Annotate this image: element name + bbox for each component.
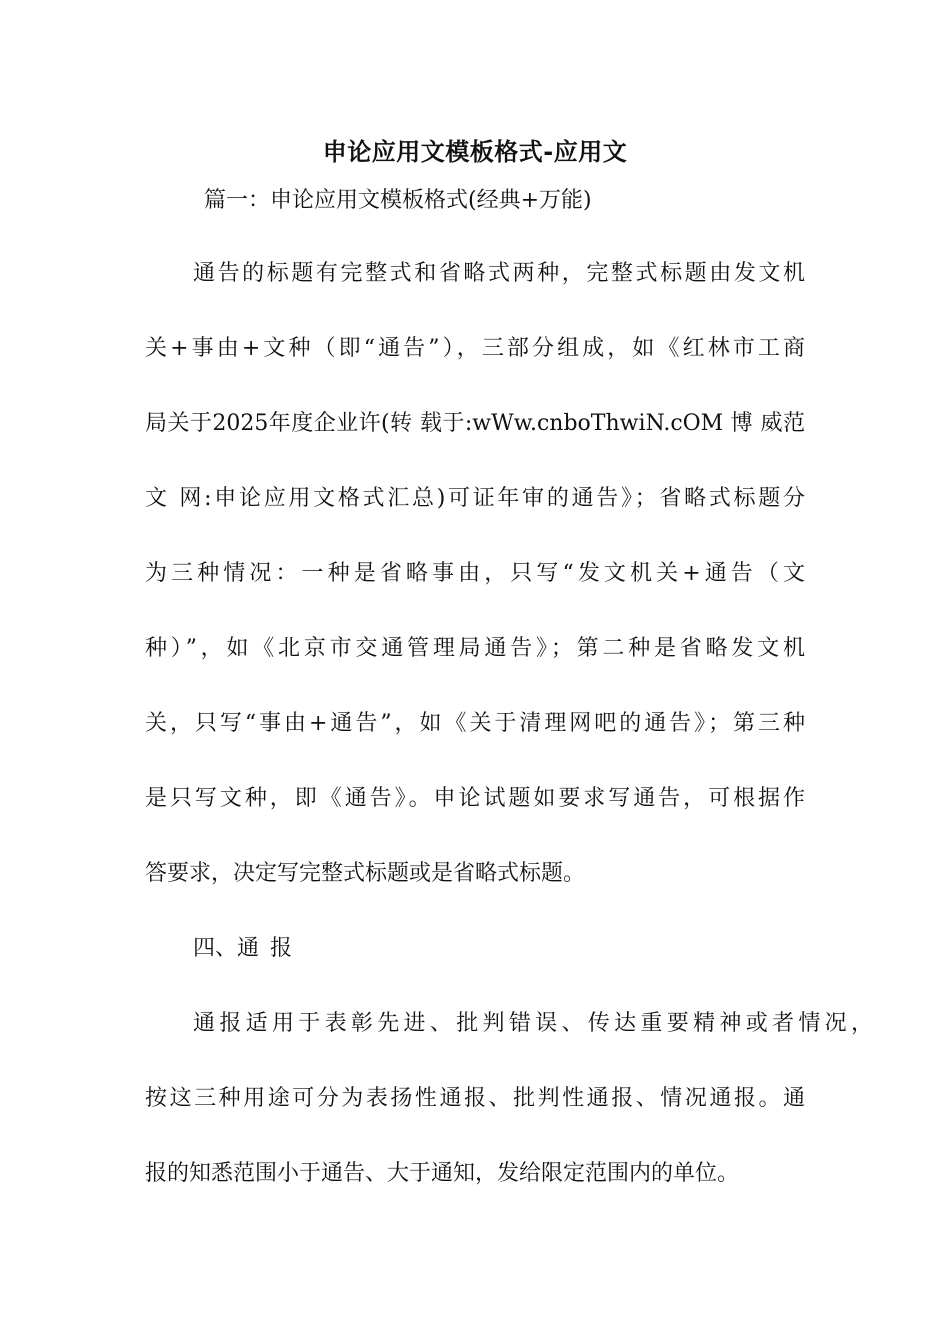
paragraph-line: 关，只写“事由+通告”，如《关于清理网吧的通告》；第三种 — [145, 711, 805, 736]
paragraph-line: 文 网:申论应用文格式汇总)可证年审的通告》；省略式标题分 — [145, 486, 805, 511]
paragraph-line: 通报适用于表彰先进、批判错误、传达重要精神或者情况， — [193, 1011, 873, 1036]
paragraph-line: 为三种情况：一种是省略事由，只写“发文机关+通告（文 — [145, 561, 805, 586]
paragraph-line: 是只写文种，即《通告》。申论试题如要求写通告，可根据作 — [145, 786, 805, 811]
paragraph-line: 通告的标题有完整式和省略式两种，完整式标题由发文机 — [193, 261, 805, 286]
paragraph-line: 种）”，如《北京市交通管理局通告》；第二种是省略发文机 — [145, 636, 805, 661]
paragraph-line: 局关于2025年度企业许(转 载于:wWw.cnboThwiN.cOM 博 威范 — [145, 411, 805, 436]
paragraph-line: 关+事由+文种（即“通告”），三部分组成，如《红林市工商 — [145, 336, 805, 361]
section-heading: 四、通 报 — [193, 936, 292, 961]
paragraph-line: 答要求，决定写完整式标题或是省略式标题。 — [145, 861, 586, 886]
document-title: 申论应用文模板格式-应用文 — [322, 138, 628, 166]
paragraph-line: 报的知悉范围小于通告、大于通知，发给限定范围内的单位。 — [145, 1161, 740, 1186]
paragraph-line: 按这三种用途可分为表扬性通报、批判性通报、情况通报。通 — [145, 1086, 805, 1111]
document-subtitle: 篇一：申论应用文模板格式(经典+万能) — [204, 188, 592, 213]
